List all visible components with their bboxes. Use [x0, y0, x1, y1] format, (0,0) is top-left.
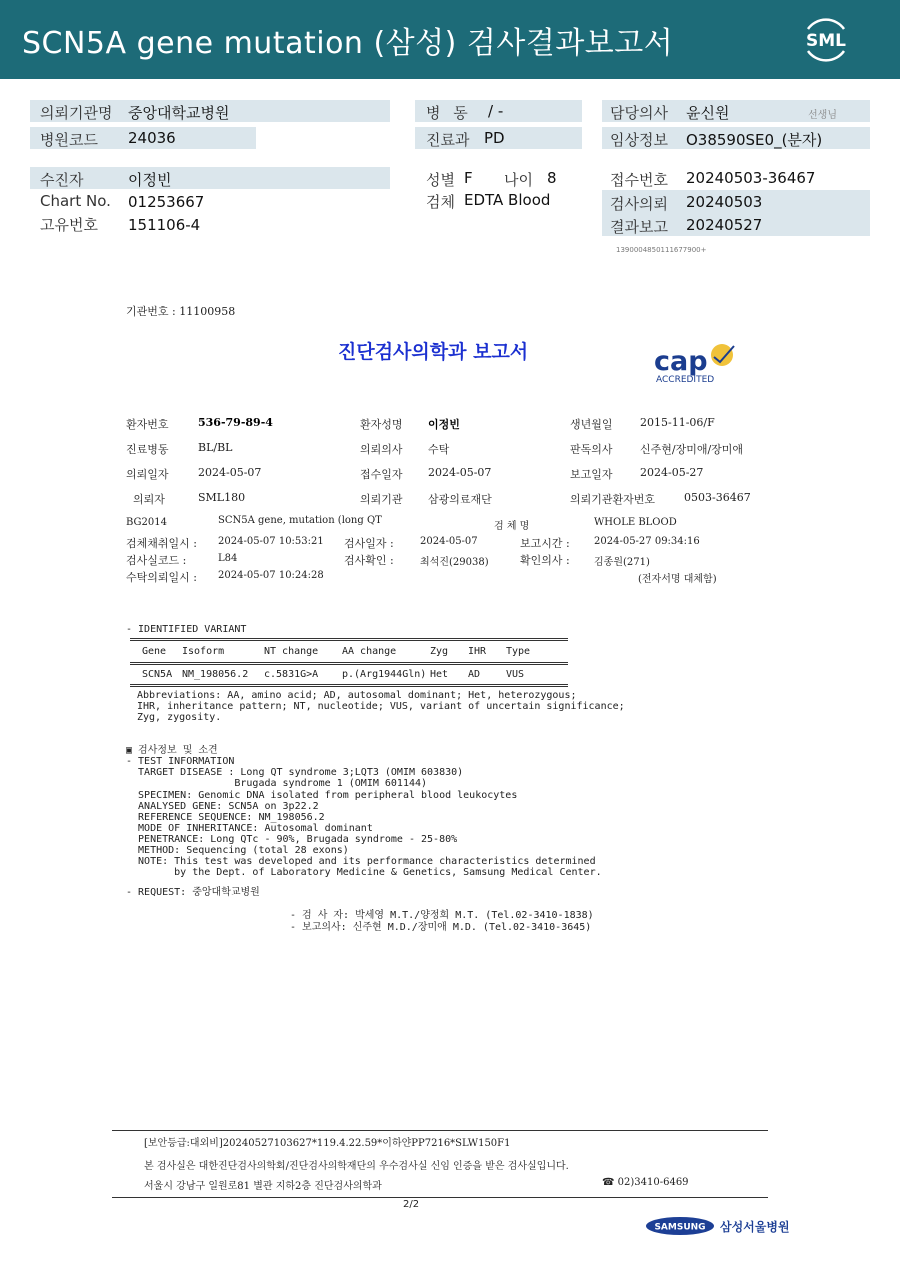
org-patient-no-label: 의뢰기관환자번호 — [570, 493, 656, 506]
birthdate-label: 생년월일 — [570, 418, 613, 431]
divider — [130, 684, 568, 685]
test-info-line: NOTE: This test was developed and its performance characteristics determined — [126, 856, 596, 867]
age-value: 8 — [547, 169, 557, 187]
variant-col-zyg: Zyg — [430, 646, 449, 657]
patient-label: 수진자 — [40, 171, 84, 189]
address-line: 서울시 강남구 일원로81 별관 지하2층 진단검사의학과 — [144, 1181, 382, 1192]
institution-number: 기관번호 : 11100958 — [126, 305, 236, 318]
unique-label: 고유번호 — [40, 216, 98, 234]
variant-col-isoform: Isoform — [182, 646, 225, 657]
request-label: 검사의뢰 — [610, 195, 668, 213]
page-title: SCN5A gene mutation (삼성) 검사결과보고서 — [22, 26, 674, 61]
test-info-line: by the Dept. of Laboratory Medicine & Genetics, Samsung Medical Center. — [126, 867, 602, 878]
result-value: 20240527 — [686, 216, 763, 234]
ward-value: / - — [488, 102, 504, 120]
test-info-line: PENETRANCE: Long QTc - 90%, Brugada syndrome - 25-80% — [126, 834, 458, 845]
certification-line: 본 검사실은 대한진단검사의학회/진단검사의학재단의 우수검사실 신임 인증을 받은 검사실입니다. — [144, 1161, 569, 1172]
variant-section-header: - IDENTIFIED VARIANT — [126, 624, 247, 635]
variant-col-nt: NT change — [264, 646, 319, 657]
divider — [130, 640, 568, 641]
samsung-logo-text: SAMSUNG — [654, 1222, 706, 1233]
hospital-name: 삼성서울병원 — [720, 1220, 790, 1234]
ordering-doctor-value: 수탁 — [428, 443, 450, 456]
unique-value: 151106-4 — [128, 216, 201, 234]
test-info-line: Brugada syndrome 1 (OMIM 601144) — [126, 778, 428, 789]
test-info-line: SPECIMEN: Genomic DNA isolated from peripheral blood leukocytes — [126, 790, 518, 801]
confirm-doctor-value: 김종원(271) — [594, 557, 650, 568]
result-label: 결과보고 — [610, 218, 668, 236]
confirm-doctor-label: 확인의사 : — [520, 554, 570, 567]
doctor-suffix: 선생님 — [808, 110, 837, 121]
test-confirm-label: 검사확인 : — [344, 554, 394, 567]
sex-value: F — [464, 169, 473, 187]
sml-logo — [800, 13, 852, 65]
test-info-line: MODE OF INHERITANCE: Autosomal dominant — [126, 823, 373, 834]
requesting-org-label: 의뢰기관 — [360, 493, 403, 506]
requesting-org-value: 삼광의료재단 — [428, 493, 492, 506]
samsung-logo — [645, 1216, 715, 1236]
test-info-line: REFERENCE SEQUENCE: NM_198056.2 — [126, 812, 325, 823]
divider — [130, 686, 568, 687]
cap-accredited-logo — [652, 343, 742, 385]
receipt-value: 20240503-36467 — [686, 169, 816, 187]
specimen-label: 검체 — [426, 193, 455, 211]
ordering-doctor-label: 의뢰의사 — [360, 443, 403, 456]
specimen-name-value: WHOLE BLOOD — [594, 517, 677, 528]
signer-line: - 보고의사: 신주현 M.D./장미애 M.D. (Tel.02-3410-3645) — [290, 922, 592, 933]
hosp-code-value: 24036 — [128, 129, 176, 147]
security-line: [보안등급:대외비]20240527103627*119.4.22.59*이하얀PP7216*SLW150F1 — [144, 1138, 511, 1149]
birthdate-value: 2015-11-06/F — [640, 416, 715, 429]
dept-label: 진료과 — [426, 131, 470, 149]
age-label: 나이 — [504, 171, 533, 189]
receipt-date-value: 2024-05-07 — [428, 466, 492, 479]
ward-row-label: 진료병동 — [126, 443, 169, 456]
report-time-value: 2024-05-27 09:34:16 — [594, 536, 700, 547]
specimen-value: EDTA Blood — [464, 191, 551, 209]
ward-label: 병 동 — [426, 104, 472, 122]
chart-value: 01253667 — [128, 193, 205, 211]
variant-isoform: NM_198056.2 — [182, 669, 249, 680]
cap-logo-sub: ACCREDITED — [656, 375, 715, 385]
variant-zygosity: Het — [430, 669, 449, 680]
variant-col-gene: Gene — [142, 646, 167, 657]
info-bar — [30, 167, 390, 189]
report-date-label: 보고일자 — [570, 468, 613, 481]
test-info-line: ANALYSED GENE: SCN5A on 3p22.2 — [126, 801, 319, 812]
specimen-name-label: 검 체 명 — [494, 521, 530, 532]
variant-inheritance: AD — [468, 669, 481, 680]
org-label: 의뢰기관명 — [40, 104, 113, 122]
lab-code-value: L84 — [218, 553, 238, 564]
variant-type: VUS — [506, 669, 525, 680]
abbreviations-line: Zyg, zygosity. — [137, 712, 222, 723]
barcode-number: 1390004850111677900+ — [616, 246, 707, 254]
org-value: 중앙대학교병원 — [128, 104, 230, 122]
test-code: BG2014 — [126, 517, 167, 528]
commission-time-label: 수탁의뢰일시 : — [126, 571, 197, 584]
abbreviations-line: IHR, inheritance pattern; NT, nucleotide; VUS, variant of uncertain significance; — [137, 701, 625, 712]
hosp-code-label: 병원코드 — [40, 131, 98, 149]
test-info-line: TARGET DISEASE : Long QT syndrome 3;LQT3 (OMIM 603830) — [126, 767, 464, 778]
requester-value: SML180 — [198, 491, 246, 504]
test-info-header: ▣ 검사정보 및 소견 — [126, 745, 218, 756]
report-date-value: 2024-05-27 — [640, 466, 704, 479]
lab-code-label: 검사실코드 : — [126, 554, 187, 567]
patient-no-label: 환자번호 — [126, 418, 169, 431]
receipt-date-label: 접수일자 — [360, 468, 403, 481]
reading-doctor-label: 판독의사 — [570, 443, 613, 456]
doctor-label: 담당의사 — [610, 104, 668, 122]
dept-value: PD — [484, 129, 505, 147]
patient-value: 이정빈 — [128, 171, 172, 189]
chart-label: Chart No. — [40, 192, 111, 210]
divider — [130, 662, 568, 663]
order-date-label: 의뢰일자 — [126, 468, 169, 481]
test-info-line: - TEST INFORMATION — [126, 756, 235, 767]
variant-col-ihr: IHR — [468, 646, 487, 657]
org-patient-no-value: 0503-36467 — [684, 491, 751, 504]
collection-time-value: 2024-05-07 10:53:21 — [218, 536, 324, 547]
e-signature-note: (전자서명 대체함) — [638, 574, 717, 585]
abbreviations-line: Abbreviations: AA, amino acid; AD, autosomal dominant; Het, heterozygous; — [137, 690, 577, 701]
phone-line: ☎ 02)3410-6469 — [602, 1177, 689, 1188]
report-time-label: 보고시간 : — [520, 537, 570, 550]
divider — [130, 664, 568, 665]
signer-line: - 검 사 자: 박세영 M.T./양정희 M.T. (Tel.02-3410-1838) — [290, 910, 594, 921]
variant-aa-change: p.(Arg1944Gln) — [342, 669, 427, 680]
reading-doctor-value: 신주현/장미애/장미애 — [640, 443, 744, 456]
clinical-label: 임상정보 — [610, 131, 668, 149]
divider — [130, 638, 568, 639]
sml-logo-text: SML — [806, 31, 846, 51]
variant-col-type: Type — [506, 646, 531, 657]
clinical-value: O38590SE0_(분자) — [686, 131, 823, 149]
test-date-value: 2024-05-07 — [420, 536, 478, 547]
test-name: SCN5A gene, mutation (long QT — [218, 515, 382, 526]
request-value: 20240503 — [686, 193, 763, 211]
sex-label: 성별 — [426, 171, 455, 189]
report-title: 진단검사의학과 보고서 — [338, 341, 529, 363]
cap-logo-text: cap — [654, 346, 708, 377]
variant-nt-change: c.5831G>A — [264, 669, 319, 680]
test-confirm-value: 최석진(29038) — [420, 557, 489, 568]
ward-row-value: BL/BL — [198, 441, 233, 454]
test-date-label: 검사일자 : — [344, 537, 394, 550]
patient-name-label: 환자성명 — [360, 418, 403, 431]
variant-col-aa: AA change — [342, 646, 397, 657]
patient-name-value: 이정빈 — [428, 418, 460, 431]
doctor-value: 윤신원 — [686, 104, 730, 122]
commission-time-value: 2024-05-07 10:24:28 — [218, 570, 324, 581]
requester-label: 의뢰자 — [133, 493, 165, 506]
request-line: - REQUEST: 중앙대학교병원 — [126, 887, 260, 898]
collection-time-label: 검체채취일시 : — [126, 537, 197, 550]
patient-no-value: 536-79-89-4 — [198, 416, 273, 429]
receipt-label: 접수번호 — [610, 171, 668, 189]
variant-gene: SCN5A — [142, 669, 173, 680]
page-number: 2/2 — [403, 1199, 420, 1210]
test-info-line: METHOD: Sequencing (total 28 exons) — [126, 845, 349, 856]
order-date-value: 2024-05-07 — [198, 466, 262, 479]
